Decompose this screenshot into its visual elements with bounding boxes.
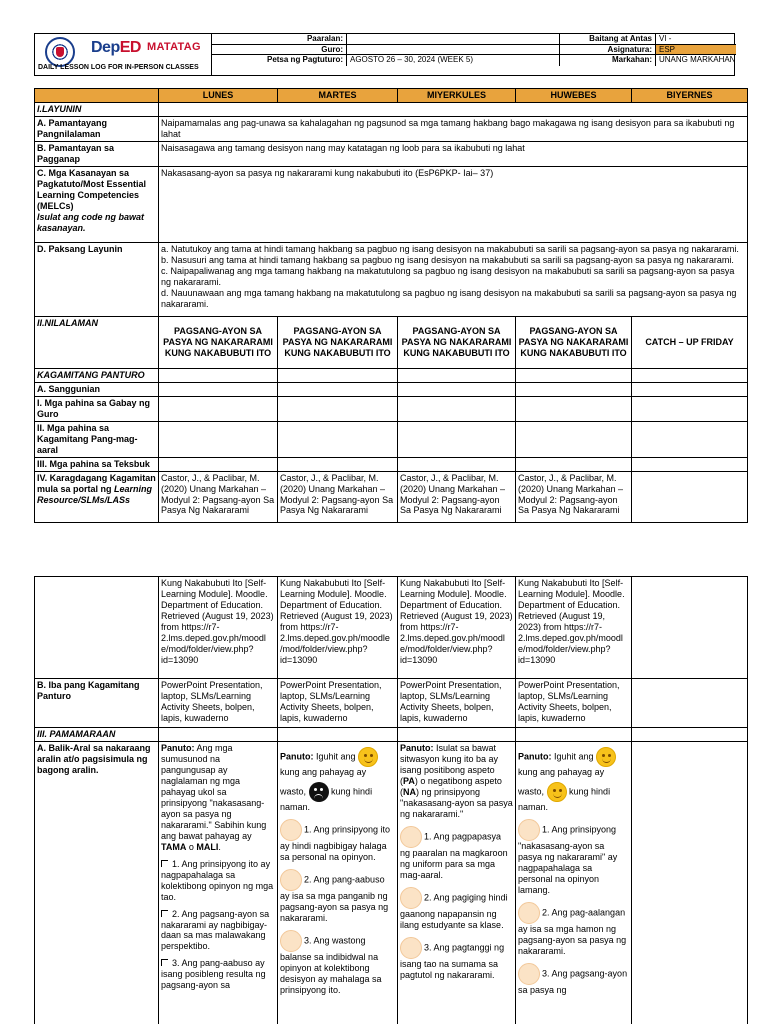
- melc-label-cell: [35, 166, 159, 242]
- iba-pang-kagamitan-miyerkules: PowerPoint Presentation, laptop, SLMs/Learning Activity Sheets, bolpen, lapis, kuwaderno: [398, 679, 516, 728]
- guro-label: Guro:: [212, 45, 347, 55]
- answer-circle-icon[interactable]: [400, 887, 422, 909]
- balik-aral-row: [35, 741, 748, 1024]
- petsa-value: AGOSTO 26 – 30, 2024 (WEEK 5): [347, 55, 560, 66]
- list-item: 1. Ang prinsipyong ito ay nagpapahalaga sa kolektibong opinyon ng mga tao.: [161, 858, 274, 902]
- karagdagang-kagamitan-huwebes: Castor, J., & Paclibar, M. (2020) Unang Markahan – Modyul 2: Pagsang-ayon Sa Pasya Ng Nakararami: [516, 471, 632, 522]
- list-item: 2. Ang pagsang-ayon sa nakararami ay nagbibigay-daan sa mas malawakang perspektibo.: [161, 908, 270, 952]
- deped-logo: DepED: [91, 39, 141, 56]
- lesson-table-page-2: [34, 576, 748, 1024]
- checkbox-icon[interactable]: [161, 860, 168, 867]
- karagdagang-kagamitan-cont-martes: Kung Nakabubuti Ito [Self-Learning Module]. Moodle. Department of Education. Retrieved (August 19, 2023) from https://r7-2.lms.deped.gov.ph/moodle /mod/folder/view.php?id=13090: [278, 577, 398, 679]
- pamamaraan-section-row: [35, 728, 748, 742]
- list-item: 3. Ang pagtanggi ng isang tao na sumama sa pagtutol ng nakararami.: [400, 937, 513, 981]
- list-item: 3. Ang pang-aabuso ay isang posibleng resulta ng pagsang-ayon sa: [161, 958, 266, 991]
- karagdagang-kagamitan-martes: Castor, J., & Paclibar, M. (2020) Unang Markahan – Modyul 2: Pagsang-ayon Sa Pasya Ng Nakararami: [278, 471, 398, 522]
- deped-seal-icon: [45, 37, 75, 67]
- pamantayang-pangnilalaman-row: [35, 116, 748, 141]
- panuto-martes: Panuto: Iguhit ang kung ang pahayag ay: [280, 747, 395, 778]
- sanggunian-row: [35, 382, 748, 396]
- kagamitan-section-label: KAGAMITANG PANTURO: [35, 368, 159, 382]
- asignatura-label: Asignatura:: [560, 45, 656, 55]
- paksang-layunin-list: [159, 242, 748, 316]
- nilalaman-catch-up-friday: CATCH – UP FRIDAY: [632, 316, 748, 368]
- lesson-table-page-1: [34, 88, 748, 523]
- answer-circle-icon[interactable]: [518, 963, 540, 985]
- panuto-miyerkules: Panuto: Isulat sa bawat sitwasyon kung ito ba ay isang positibong aspeto (PA) o negatibong aspeto (NA) ng prinsipyong "nakasasang-ayon sa pasya ng nakararami.": [400, 742, 513, 819]
- paaralan-label: Paaralan:: [212, 34, 347, 44]
- pamamaraan-section-label: III. PAMAMARAAN: [35, 728, 159, 742]
- day-lunes: LUNES: [159, 89, 278, 103]
- karagdagang-kagamitan-miyerkules: Castor, J., & Paclibar, M. (2020) Unang Markahan – Modyul 2: Pagsang-ayon Sa Pasya Ng Nakararami: [398, 471, 516, 522]
- paksang-layunin-item: d. Nauunawaan ang mga tamang hakbang na makatutulong sa pagbuo ng isang desisyon na makabubuti sa sarili sa pagsang-ayon sa pasya ng nakararami.: [161, 287, 737, 309]
- answer-circle-icon[interactable]: [400, 937, 422, 959]
- lesson-log-caption: DAILY LESSON LOG FOR IN-PERSON CLASSES: [38, 64, 199, 72]
- melc-label: C. Mga Kasanayan sa Pagkatuto/Most Essential Learning Competencies (MELCs): [37, 167, 147, 211]
- pamantayang-pangnilalaman-text: Naipamamalas ang pag-unawa sa kahalagahan ng pagsunod sa mga tamang hakbang bago makagawa ng isang desisyon para sa ikabubuti ng lahat: [159, 116, 748, 141]
- balik-aral-lunes: [159, 741, 278, 1024]
- layunin-section-label: I.LAYUNIN: [35, 102, 159, 116]
- paksang-layunin-item: c. Naipapaliwanag ang mga tamang hakbang na makatutulong sa pagbuo ng isang desisyon na makabubuti sa sarili sa pagsang-ayon sa pasya ng nakararami.: [161, 265, 735, 287]
- karagdagang-kagamitan-cont-huwebes: Kung Nakabubuti Ito [Self-Learning Module]. Moodle. Department of Education. Retrieved (August 19, 2023) from https://r7-2.lms.deped.gov.ph/moodl e/mod/folder/view.php?id=13090: [516, 577, 632, 679]
- paksang-layunin-item: a. Natutukoy ang tama at hindi tamang hakbang sa pagbuo ng isang desisyon na makabubuti sa sarili sa pagsang-ayon sa pasya ng nakararami.: [161, 243, 739, 254]
- iba-pang-kagamitan-label: B. Iba pang Kagamitang Panturo: [35, 679, 159, 728]
- answer-circle-icon[interactable]: [280, 930, 302, 952]
- smiley-face-icon: [547, 782, 567, 802]
- teksbuk-label: III. Mga pahina sa Teksbuk: [35, 457, 159, 471]
- answer-circle-icon[interactable]: [280, 819, 302, 841]
- blank-header-cell: [35, 89, 159, 103]
- checkbox-icon[interactable]: [161, 910, 168, 917]
- checkbox-icon[interactable]: [161, 959, 168, 966]
- list-item: 2. Ang pagiging hindi gaanong napapansin ng ilang estudyante sa klase.: [400, 887, 513, 931]
- header-row-petsa: [212, 55, 736, 66]
- pamantayan-pagganap-label: B. Pamantayan sa Pagganap: [35, 141, 159, 166]
- panuto-huwebes: Panuto: Iguhit ang kung ang pahayag ay: [518, 747, 629, 778]
- nilalaman-topic-martes: PAGSANG-AYON SA PASYA NG NAKARARAMI KUNG NAKABUBUTI ITO: [278, 316, 398, 368]
- balik-aral-huwebes: Panuto: Iguhit ang kung ang pahayag ay wasto, kung hindi naman. 1. Ang prinsipyong "nakasasang-ayon sa pasya ng nakararami" ay nagpapahalaga sa personal na opinyon lamang. 2. Ang pag-aalangan ay isa sa mga hamon ng pagsang-ayon sa pasya ng nakararami. 3. Ang pagsang-ayon sa pasya ng: [516, 741, 632, 1024]
- paaralan-value: [347, 34, 560, 44]
- logo-area: [35, 34, 212, 75]
- pamantayang-pangnilalaman-label: A. Pamantayang Pangnilalaman: [35, 116, 159, 141]
- melc-note: Isulat ang code ng bawat kasanayan.: [37, 211, 145, 233]
- paksang-layunin-row: [35, 242, 748, 316]
- pamantayan-pagganap-text: Naisasagawa ang tamang desisyon nang may katatagan ng loob para sa ikabubuti ng lahat: [159, 141, 748, 166]
- day-biyernes: BIYERNES: [632, 89, 748, 103]
- day-miyerkules: MIYERKULES: [398, 89, 516, 103]
- guro-value: [347, 45, 560, 55]
- matatag-logo: MATATAG: [147, 41, 201, 53]
- markahan-label: Markahan:: [560, 55, 656, 66]
- karagdagang-kagamitan-cont-row: [35, 577, 748, 679]
- kagamitang-mag-aaral-label: II. Mga pahina sa Kagamitang Pang-mag-aaral: [35, 421, 159, 457]
- header-row-guro: [212, 45, 736, 56]
- lesson-log-header: [34, 33, 735, 76]
- day-martes: MARTES: [278, 89, 398, 103]
- pamantayan-pagganap-row: [35, 141, 748, 166]
- kagamitan-section-row: [35, 368, 748, 382]
- panuto-lunes: Panuto: Ang mga sumusunod na pangungusap ay naglalaman ng mga pahayag ukol sa prinsipyong "nakasasang-ayon sa pasya ng nakararami." Sabihin kung ang bawat pahayag ay TAMA o MALI.: [161, 742, 267, 852]
- karagdagang-kagamitan-label: IV. Karagdagang Kagamitan mula sa portal ng Learning Resource/SLMs/LASs: [35, 471, 159, 522]
- iba-pang-kagamitan-huwebes: PowerPoint Presentation, laptop, SLMs/Learning Activity Sheets, bolpen, lapis, kuwaderno: [516, 679, 632, 728]
- day-huwebes: HUWEBES: [516, 89, 632, 103]
- paksang-layunin-label: D. Paksang Layunin: [35, 242, 159, 316]
- answer-circle-icon[interactable]: [400, 826, 422, 848]
- iba-pang-kagamitan-martes: PowerPoint Presentation, laptop, SLMs/Learning Activity Sheets, bolpen, lapis, kuwaderno: [278, 679, 398, 728]
- header-row-paaralan: [212, 34, 736, 45]
- layunin-section-row: [35, 102, 748, 116]
- melc-text: Nakasasang-ayon sa pasya ng nakararami kung nakabubuti ito (EsP6PKP- Iai– 37): [159, 166, 748, 242]
- list-item: 1. Ang prinsipyong "nakasasang-ayon sa pasya ng nakararami" ay nagpapahalaga sa personal na opinyon lamang.: [518, 819, 629, 896]
- nilalaman-topic-lunes: PAGSANG-AYON SA PASYA NG NAKARARAMI KUNG NAKABUBUTI ITO: [159, 316, 278, 368]
- karagdagang-kagamitan-cont-lunes: Kung Nakabubuti Ito [Self-Learning Module]. Moodle. Department of Education. Retrieved (August 19, 2023) from https://r7-2.lms.deped.gov.ph/moodl e/mod/folder/view.php?id=13090: [159, 577, 278, 679]
- asignatura-value: ESP: [656, 45, 736, 55]
- kagamitang-mag-aaral-row: [35, 421, 748, 457]
- answer-circle-icon[interactable]: [280, 869, 302, 891]
- day-header-row: [35, 89, 748, 103]
- baitang-value: VI -: [659, 34, 672, 43]
- smiley-face-icon: [596, 747, 616, 767]
- karagdagang-kagamitan-row: [35, 471, 748, 522]
- balik-aral-martes: Panuto: Iguhit ang kung ang pahayag ay wasto, kung hindi naman. 1. Ang prinsipyong ito ay hindi nagbibigay halaga sa personal na opinyon. 2. Ang pang-aabuso ay isa sa mga panganib ng pagsang-ayon sa pasya ng nakararami. 3. Ang wastong balanse sa indibidwal na opinyon at kolektibong desisyon ay mahalaga sa prinsipyong ito.: [278, 741, 398, 1024]
- list-item: 2. Ang pang-aabuso ay isa sa mga panganib ng pagsang-ayon sa pasya ng nakararami.: [280, 869, 395, 924]
- baitang-label: Baitang at Antas: [560, 34, 656, 44]
- smiley-face-icon: [358, 747, 378, 767]
- melc-row: [35, 166, 748, 242]
- sanggunian-label: A. Sanggunian: [35, 382, 159, 396]
- gabay-ng-guro-label: I. Mga pahina sa Gabay ng Guro: [35, 396, 159, 421]
- iba-pang-kagamitan-lunes: PowerPoint Presentation, laptop, SLMs/Learning Activity Sheets, bolpen, lapis, kuwaderno: [159, 679, 278, 728]
- paksang-layunin-item: b. Nasusuri ang tama at hindi tamang hakbang sa pagbuo ng isang desisyon na makabubuti sa sarili sa pagsang-ayon sa pasya ng nakararami.: [161, 254, 734, 265]
- nilalaman-topic-miyerkules: PAGSANG-AYON SA PASYA NG NAKARARAMI KUNG NAKABUBUTI ITO: [398, 316, 516, 368]
- petsa-label: Petsa ng Pagtuturo:: [212, 55, 347, 66]
- list-item: 2. Ang pag-aalangan ay isa sa mga hamon ng pagsang-ayon sa pasya ng nakararami.: [518, 902, 629, 957]
- sad-face-icon: [309, 782, 329, 802]
- list-item: 3. Ang pagsang-ayon sa pasya ng: [518, 963, 629, 996]
- gabay-ng-guro-row: [35, 396, 748, 421]
- iba-pang-kagamitan-row: [35, 679, 748, 728]
- balik-aral-label: A. Balik-Aral sa nakaraang aralin at/o pagsisimula ng bagong aralin.: [35, 741, 159, 1024]
- karagdagang-kagamitan-lunes: Castor, J., & Paclibar, M. (2020) Unang Markahan – Modyul 2: Pagsang-ayon Sa Pasya Ng Nakararami: [159, 471, 278, 522]
- answer-circle-icon[interactable]: [518, 902, 540, 924]
- list-item: 1. Ang pagpapasya ng paaralan na magkaroon ng uniform para sa mga mag-aaral.: [400, 826, 513, 881]
- karagdagang-kagamitan-cont-miyerkules: Kung Nakabubuti Ito [Self-Learning Module]. Moodle. Department of Education. Retrieved (August 19, 2023) from https://r7-2.lms.deped.gov.ph/moodl e/mod/folder/view.php?id=13090: [398, 577, 516, 679]
- list-item: 1. Ang prinsipyong ito ay hindi nagbibigay halaga sa personal na opinyon.: [280, 819, 395, 863]
- markahan-value: UNANG MARKAHAN: [659, 55, 736, 64]
- answer-circle-icon[interactable]: [518, 819, 540, 841]
- balik-aral-miyerkules: [398, 741, 516, 1024]
- nilalaman-topic-huwebes: PAGSANG-AYON SA PASYA NG NAKARARAMI KUNG NAKABUBUTI ITO: [516, 316, 632, 368]
- list-item: 3. Ang wastong balanse sa indibidwal na opinyon at kolektibong desisyon ay mahalaga sa prinsipyong ito.: [280, 930, 395, 996]
- nilalaman-section-label: II.NILALAMAN: [35, 316, 159, 368]
- teksbuk-row: [35, 457, 748, 471]
- nilalaman-row: [35, 316, 748, 368]
